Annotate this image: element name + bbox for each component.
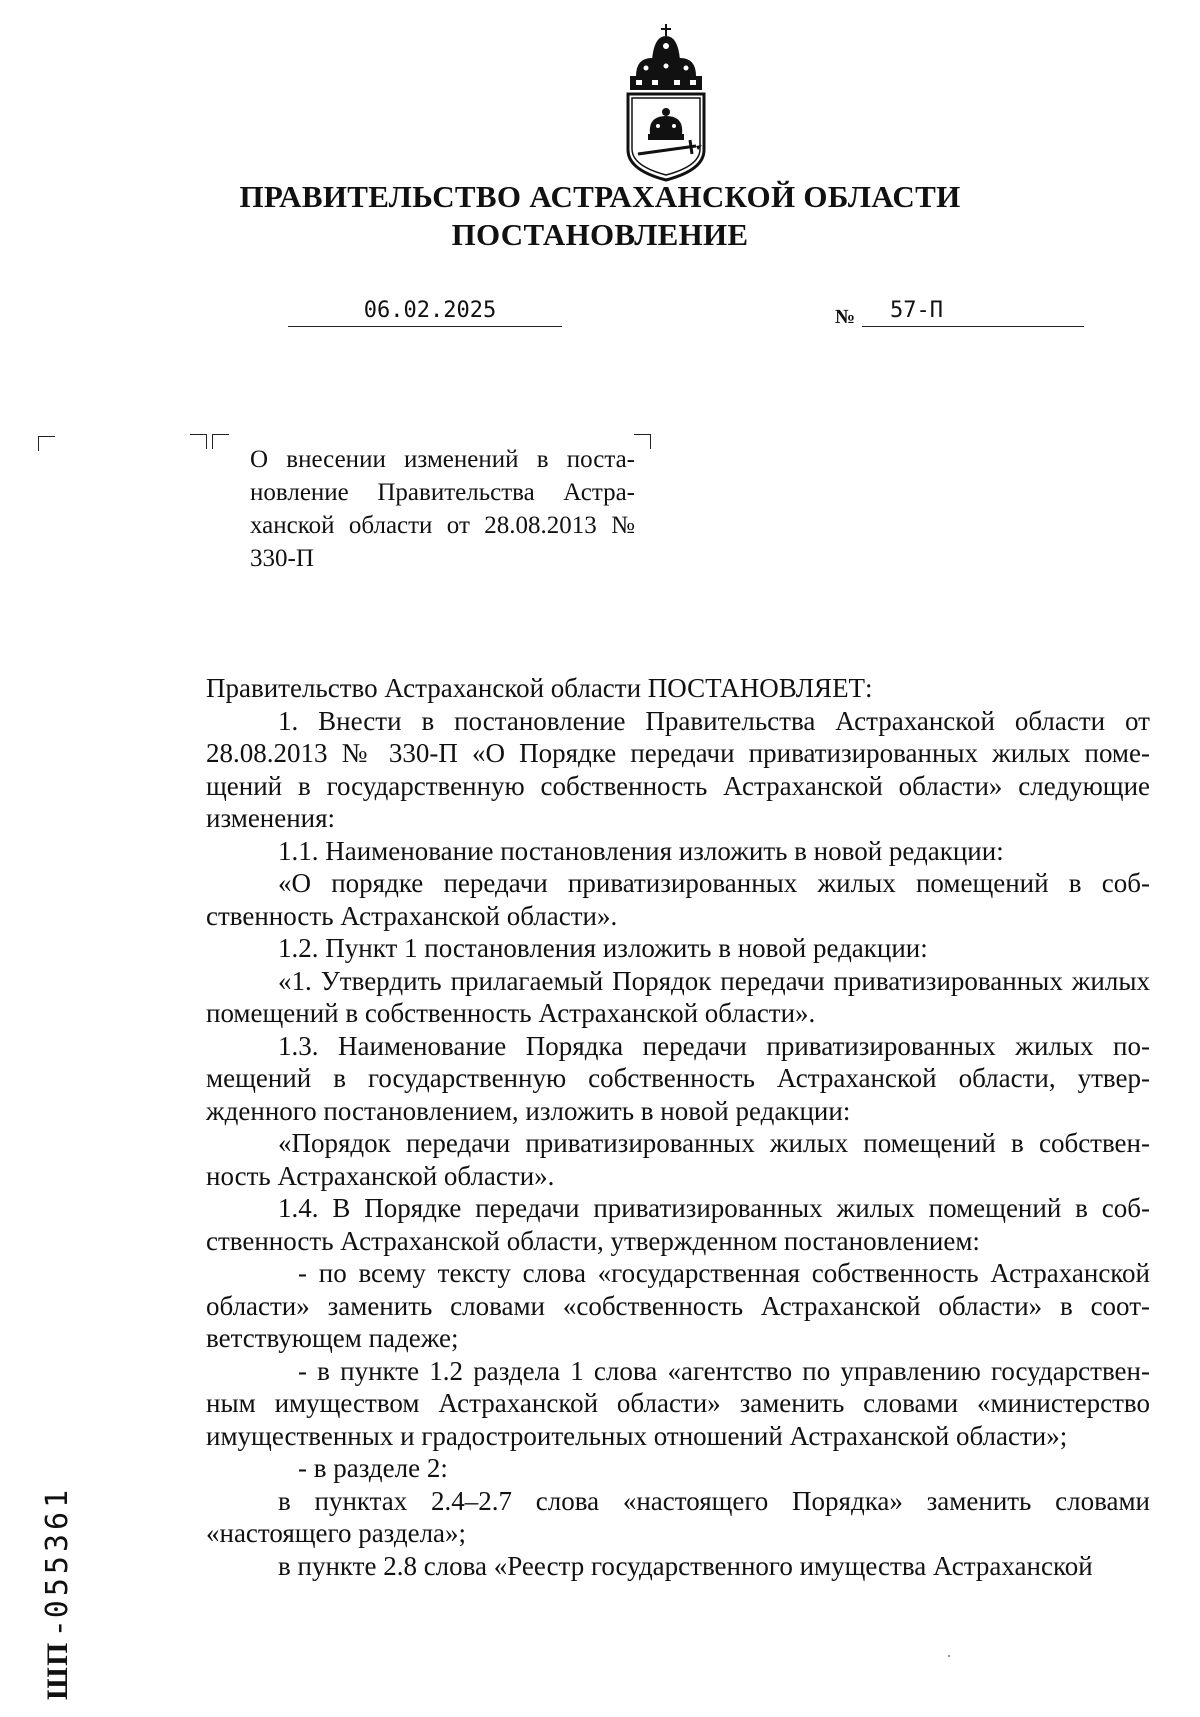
coat-of-arms-icon	[622, 22, 710, 184]
body-paragraph: - по всему тексту слова «государственная собственность Астраханской области» заменить словами «собственность Астраханской области» в соответствующем падеже;	[206, 1258, 1150, 1353]
number-sign-label: №	[835, 306, 856, 328]
body-paragraph: «О порядке передачи приватизированных жилых помещений в собственность Астраханской области».	[206, 868, 1150, 931]
corner-mark-left	[38, 436, 55, 451]
body-paragraph: 1.2. Пункт 1 постановления изложить в новой редакции:	[278, 933, 928, 963]
document-number-field: 57-П	[862, 296, 1084, 327]
form-serial-stamp	[40, 1486, 75, 1700]
document-type-title: ПОСТАНОВЛЕНИЕ	[451, 217, 749, 252]
body-paragraph: «1. Утвердить прилагаемый Порядок передачи приватизированных жилых помещений в собственность Астраханской области».	[206, 965, 1150, 1028]
body-paragraph: в пункте 2.8 слова «Реестр государственного имущества Астраханской	[278, 1550, 1093, 1581]
body-paragraph: 1.4. В Порядке передачи приватизированных жилых помещений в собственность Астраханской области, утвержденном постановлением:	[206, 1193, 1150, 1256]
corner-mark-subject-left-a	[190, 434, 207, 449]
corner-mark-subject-left-b	[212, 434, 229, 449]
stamp-series: ШП -	[41, 1622, 74, 1700]
government-title: ПРАВИТЕЛЬСТВО АСТРАХАНСКОЙ ОБЛАСТИ	[239, 179, 961, 214]
document-subject: О внесении изменений в постановление Правительства Астраханской области от 28.08.2013 № 330-П	[250, 446, 635, 572]
body-paragraph: в пунктах 2.4–2.7 слова «настоящего Порядка» заменить словами «настоящего раздела»;	[206, 1485, 1150, 1548]
body-paragraph: - в пункте 1.2 раздела 1 слова «агентство по управлению государственным имуществом Астраханской области» заменить словами «министерство имущественных и градостроительных отношений Астраханской области»;	[206, 1355, 1150, 1451]
body-paragraph: - в разделе 2:	[298, 1453, 448, 1483]
body-paragraph: 1.1. Наименование постановления изложить в новой редакции:	[278, 835, 1004, 866]
body-paragraph: 1. Внести в постановление Правительства Астраханской области от 28.08.2013 № 330-П «О Порядке передачи приватизированных жилых помещений в государственную собственность Астраханской области» следующие изменения:	[206, 705, 1150, 833]
scan-speck	[948, 1655, 950, 1657]
corner-mark-subject-right	[634, 434, 651, 449]
document-date-field: 06.02.2025	[288, 296, 562, 327]
body-paragraph: 1.3. Наименование Порядка передачи приватизированных жилых помещений в государственную собственность Астраханской области, утвержденного постановлением, изложить в новой редакции:	[206, 1030, 1150, 1126]
body-paragraph: «Порядок передачи приватизированных жилых помещений в собственность Астраханской области».	[206, 1128, 1150, 1191]
document-body	[206, 672, 1150, 1582]
preamble: Правительство Астраханской области ПОСТАНОВЛЯЕТ:	[206, 673, 873, 703]
stamp-number: 055361	[40, 1485, 75, 1619]
